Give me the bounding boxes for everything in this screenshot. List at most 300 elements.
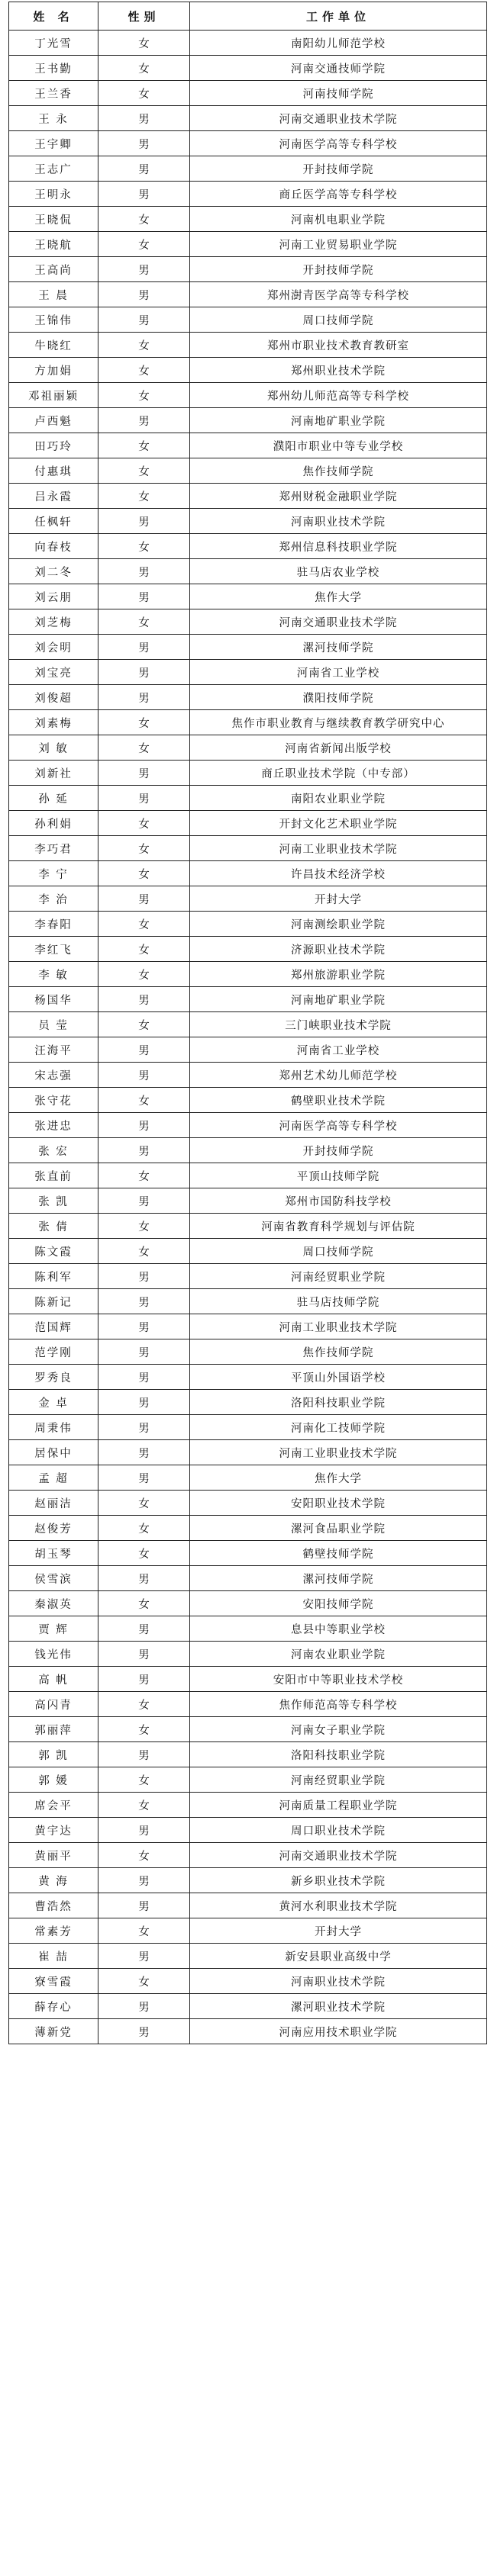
cell-gender: 男 <box>98 1264 190 1289</box>
cell-work-unit: 安阳市中等职业技术学校 <box>190 1667 487 1692</box>
cell-name: 贾 辉 <box>9 1616 98 1642</box>
cell-work-unit: 河南女子职业学院 <box>190 1717 487 1742</box>
cell-name: 李红飞 <box>9 937 98 962</box>
cell-work-unit: 郑州财税金融职业学院 <box>190 484 487 509</box>
cell-work-unit: 河南省工业学校 <box>190 660 487 685</box>
cell-gender: 女 <box>98 458 190 484</box>
table-row <box>9 1465 487 1491</box>
table-row <box>9 836 487 861</box>
cell-name: 孙 延 <box>9 786 98 811</box>
cell-work-unit: 新安县职业高级中学 <box>190 1944 487 1969</box>
cell-work-unit: 周口技师学院 <box>190 307 487 333</box>
cell-work-unit: 许昌技术经济学校 <box>190 861 487 886</box>
cell-work-unit: 漯河技师学院 <box>190 635 487 660</box>
cell-work-unit: 济源职业技术学院 <box>190 937 487 962</box>
cell-name: 薄新党 <box>9 2019 98 2044</box>
cell-gender: 女 <box>98 31 190 56</box>
cell-gender: 男 <box>98 559 190 584</box>
table-row <box>9 1717 487 1742</box>
table-row <box>9 1491 487 1516</box>
cell-gender: 男 <box>98 106 190 131</box>
cell-gender: 女 <box>98 609 190 635</box>
table-row <box>9 1868 487 1893</box>
header-row <box>9 2 487 31</box>
cell-gender: 男 <box>98 1868 190 1893</box>
cell-work-unit: 开封大学 <box>190 1918 487 1944</box>
cell-gender: 男 <box>98 182 190 207</box>
cell-name: 刘新社 <box>9 761 98 786</box>
table-row <box>9 886 487 912</box>
cell-work-unit: 驻马店技师学院 <box>190 1289 487 1314</box>
table-row <box>9 534 487 559</box>
cell-gender: 男 <box>98 1037 190 1063</box>
cell-work-unit: 漯河食品职业学院 <box>190 1516 487 1541</box>
cell-work-unit: 河南工业职业技术学院 <box>190 1314 487 1339</box>
cell-work-unit: 周口技师学院 <box>190 1239 487 1264</box>
table-row <box>9 1843 487 1868</box>
cell-work-unit: 焦作大学 <box>190 1465 487 1491</box>
cell-gender: 女 <box>98 383 190 408</box>
cell-gender: 女 <box>98 1088 190 1113</box>
cell-gender: 女 <box>98 1214 190 1239</box>
table-row <box>9 433 487 458</box>
cell-gender: 女 <box>98 81 190 106</box>
table-row <box>9 1063 487 1088</box>
cell-work-unit: 商丘职业技术学院（中专部） <box>190 761 487 786</box>
table-row <box>9 2019 487 2044</box>
cell-work-unit: 河南质量工程职业学院 <box>190 1793 487 1818</box>
cell-gender: 女 <box>98 962 190 987</box>
cell-gender: 女 <box>98 1516 190 1541</box>
cell-gender: 男 <box>98 1365 190 1390</box>
cell-work-unit: 河南工业贸易职业学院 <box>190 232 487 257</box>
cell-name: 郭 凯 <box>9 1742 98 1767</box>
cell-gender: 女 <box>98 710 190 735</box>
cell-gender: 男 <box>98 1616 190 1642</box>
cell-work-unit: 河南交通职业技术学院 <box>190 1843 487 1868</box>
cell-gender: 男 <box>98 660 190 685</box>
cell-name: 向春枝 <box>9 534 98 559</box>
table-row <box>9 1163 487 1188</box>
table-row <box>9 81 487 106</box>
cell-work-unit: 郑州职业技术学院 <box>190 358 487 383</box>
cell-gender: 男 <box>98 1314 190 1339</box>
cell-name: 陈文霞 <box>9 1239 98 1264</box>
table-row <box>9 1969 487 1994</box>
table-row <box>9 333 487 358</box>
cell-name: 罗秀良 <box>9 1365 98 1390</box>
cell-name: 侯雪滨 <box>9 1566 98 1591</box>
cell-name: 郭丽萍 <box>9 1717 98 1742</box>
cell-gender: 男 <box>98 1390 190 1415</box>
cell-name: 王志广 <box>9 156 98 182</box>
table-row <box>9 282 487 307</box>
cell-name: 赵丽洁 <box>9 1491 98 1516</box>
cell-name: 李 敏 <box>9 962 98 987</box>
cell-name: 田巧玲 <box>9 433 98 458</box>
cell-work-unit: 河南技师学院 <box>190 81 487 106</box>
cell-name: 范学刚 <box>9 1339 98 1365</box>
table-row <box>9 1566 487 1591</box>
cell-name: 汪海平 <box>9 1037 98 1063</box>
table-row <box>9 1390 487 1415</box>
table-row <box>9 685 487 710</box>
cell-work-unit: 河南医学高等专科学校 <box>190 131 487 156</box>
cell-work-unit: 河南测绘职业学院 <box>190 912 487 937</box>
cell-work-unit: 郑州信息科技职业学院 <box>190 534 487 559</box>
cell-name: 钱光伟 <box>9 1642 98 1667</box>
table-row <box>9 1918 487 1944</box>
cell-name: 张 倩 <box>9 1214 98 1239</box>
table-row <box>9 559 487 584</box>
cell-gender: 女 <box>98 484 190 509</box>
cell-work-unit: 郑州幼儿师范高等专科学校 <box>190 383 487 408</box>
cell-name: 寮雪霞 <box>9 1969 98 1994</box>
cell-gender: 男 <box>98 156 190 182</box>
cell-work-unit: 开封技师学院 <box>190 257 487 282</box>
cell-gender: 女 <box>98 1767 190 1793</box>
cell-work-unit: 河南交通技师学院 <box>190 56 487 81</box>
table-row <box>9 1742 487 1767</box>
table-row <box>9 1994 487 2019</box>
cell-work-unit: 郑州市职业技术教育教研室 <box>190 333 487 358</box>
table-row <box>9 56 487 81</box>
table-row <box>9 106 487 131</box>
cell-name: 范国辉 <box>9 1314 98 1339</box>
table-row <box>9 1037 487 1063</box>
cell-gender: 女 <box>98 1717 190 1742</box>
cell-work-unit: 安阳技师学院 <box>190 1591 487 1616</box>
roster-sheet <box>8 2 486 2044</box>
cell-gender: 女 <box>98 56 190 81</box>
cell-work-unit: 驻马店农业学校 <box>190 559 487 584</box>
cell-name: 刘素梅 <box>9 710 98 735</box>
cell-gender: 女 <box>98 1012 190 1037</box>
cell-name: 张进忠 <box>9 1113 98 1138</box>
cell-gender: 男 <box>98 282 190 307</box>
cell-gender: 男 <box>98 1188 190 1214</box>
cell-name: 王 晨 <box>9 282 98 307</box>
cell-gender: 男 <box>98 131 190 156</box>
table-row <box>9 609 487 635</box>
cell-name: 李春阳 <box>9 912 98 937</box>
cell-work-unit: 河南地矿职业学院 <box>190 987 487 1012</box>
cell-work-unit: 河南省教育科学规划与评估院 <box>190 1214 487 1239</box>
cell-work-unit: 濮阳技师学院 <box>190 685 487 710</box>
cell-name: 赵俊芳 <box>9 1516 98 1541</box>
cell-gender: 男 <box>98 786 190 811</box>
cell-work-unit: 黄河水利职业技术学院 <box>190 1893 487 1918</box>
cell-gender: 女 <box>98 358 190 383</box>
cell-gender: 女 <box>98 1491 190 1516</box>
roster-table <box>8 2 487 2044</box>
cell-name: 吕永霞 <box>9 484 98 509</box>
table-row <box>9 861 487 886</box>
cell-work-unit: 郑州旅游职业学院 <box>190 962 487 987</box>
cell-name: 王锦伟 <box>9 307 98 333</box>
table-row <box>9 1893 487 1918</box>
cell-gender: 女 <box>98 836 190 861</box>
table-row <box>9 1088 487 1113</box>
cell-work-unit: 平顶山外国语学校 <box>190 1365 487 1390</box>
cell-name: 李巧君 <box>9 836 98 861</box>
cell-work-unit: 河南职业技术学院 <box>190 509 487 534</box>
table-row <box>9 458 487 484</box>
cell-work-unit: 南阳农业职业学院 <box>190 786 487 811</box>
cell-work-unit: 南阳幼儿师范学校 <box>190 31 487 56</box>
cell-work-unit: 河南机电职业学院 <box>190 207 487 232</box>
cell-gender: 女 <box>98 1843 190 1868</box>
cell-name: 金 卓 <box>9 1390 98 1415</box>
cell-gender: 男 <box>98 1667 190 1692</box>
cell-gender: 女 <box>98 1692 190 1717</box>
table-row <box>9 962 487 987</box>
cell-work-unit: 河南经贸职业学院 <box>190 1264 487 1289</box>
cell-work-unit: 鹤壁职业技术学院 <box>190 1088 487 1113</box>
cell-name: 杨国华 <box>9 987 98 1012</box>
table-row <box>9 1767 487 1793</box>
cell-work-unit: 河南地矿职业学院 <box>190 408 487 433</box>
cell-work-unit: 新乡职业技术学院 <box>190 1868 487 1893</box>
cell-work-unit: 郑州艺术幼儿师范学校 <box>190 1063 487 1088</box>
cell-gender: 女 <box>98 937 190 962</box>
table-row <box>9 232 487 257</box>
cell-name: 崔 喆 <box>9 1944 98 1969</box>
table-row <box>9 1541 487 1566</box>
cell-name: 曹浩然 <box>9 1893 98 1918</box>
table-row <box>9 1365 487 1390</box>
table-row <box>9 358 487 383</box>
cell-name: 方加娟 <box>9 358 98 383</box>
table-row <box>9 1818 487 1843</box>
cell-name: 丁光雪 <box>9 31 98 56</box>
cell-work-unit: 河南交通职业技术学院 <box>190 609 487 635</box>
cell-name: 王明永 <box>9 182 98 207</box>
cell-name: 张直前 <box>9 1163 98 1188</box>
cell-gender: 男 <box>98 1994 190 2019</box>
cell-work-unit: 河南工业职业技术学院 <box>190 836 487 861</box>
cell-name: 刘芝梅 <box>9 609 98 635</box>
header-gender: 性别 <box>98 2 190 31</box>
cell-name: 任枫轩 <box>9 509 98 534</box>
cell-work-unit: 河南省新闻出版学校 <box>190 735 487 761</box>
table-row <box>9 1113 487 1138</box>
table-row <box>9 1264 487 1289</box>
table-row <box>9 1415 487 1440</box>
cell-name: 黄 海 <box>9 1868 98 1893</box>
cell-name: 李 宁 <box>9 861 98 886</box>
table-row <box>9 1239 487 1264</box>
cell-name: 陈利军 <box>9 1264 98 1289</box>
table-row <box>9 987 487 1012</box>
cell-gender: 女 <box>98 1918 190 1944</box>
cell-gender: 女 <box>98 333 190 358</box>
table-row <box>9 1214 487 1239</box>
table-row <box>9 307 487 333</box>
cell-name: 孟 超 <box>9 1465 98 1491</box>
table-row <box>9 156 487 182</box>
table-row <box>9 912 487 937</box>
cell-work-unit: 河南交通职业技术学院 <box>190 106 487 131</box>
cell-gender: 男 <box>98 584 190 609</box>
cell-work-unit: 河南工业职业技术学院 <box>190 1440 487 1465</box>
cell-work-unit: 河南省工业学校 <box>190 1037 487 1063</box>
cell-work-unit: 息县中等职业学校 <box>190 1616 487 1642</box>
cell-gender: 女 <box>98 1163 190 1188</box>
table-row <box>9 660 487 685</box>
cell-work-unit: 安阳职业技术学院 <box>190 1491 487 1516</box>
cell-work-unit: 三门峡职业技术学院 <box>190 1012 487 1037</box>
cell-name: 王 永 <box>9 106 98 131</box>
table-row <box>9 1339 487 1365</box>
cell-gender: 女 <box>98 1969 190 1994</box>
cell-name: 王晓侃 <box>9 207 98 232</box>
cell-gender: 男 <box>98 1440 190 1465</box>
table-header <box>9 2 487 31</box>
cell-work-unit: 河南应用技术职业学院 <box>190 2019 487 2044</box>
cell-work-unit: 漯河技师学院 <box>190 1566 487 1591</box>
cell-name: 刘俊超 <box>9 685 98 710</box>
table-row <box>9 1516 487 1541</box>
cell-work-unit: 河南医学高等专科学校 <box>190 1113 487 1138</box>
cell-work-unit: 河南化工技师学院 <box>190 1415 487 1440</box>
table-row <box>9 1944 487 1969</box>
cell-gender: 女 <box>98 534 190 559</box>
cell-name: 王兰香 <box>9 81 98 106</box>
cell-work-unit: 开封技师学院 <box>190 1138 487 1163</box>
table-row <box>9 1440 487 1465</box>
cell-name: 薛存心 <box>9 1994 98 2019</box>
table-row <box>9 207 487 232</box>
cell-work-unit: 鹤壁技师学院 <box>190 1541 487 1566</box>
cell-name: 张 宏 <box>9 1138 98 1163</box>
cell-gender: 女 <box>98 811 190 836</box>
cell-name: 孙利娟 <box>9 811 98 836</box>
cell-name: 付惠琪 <box>9 458 98 484</box>
table-row <box>9 761 487 786</box>
cell-name: 张 凯 <box>9 1188 98 1214</box>
cell-gender: 男 <box>98 886 190 912</box>
cell-name: 黄丽平 <box>9 1843 98 1868</box>
cell-gender: 女 <box>98 735 190 761</box>
cell-name: 刘云朋 <box>9 584 98 609</box>
cell-gender: 女 <box>98 912 190 937</box>
cell-work-unit: 开封大学 <box>190 886 487 912</box>
cell-gender: 男 <box>98 1742 190 1767</box>
table-row <box>9 710 487 735</box>
table-row <box>9 1793 487 1818</box>
cell-gender: 男 <box>98 1818 190 1843</box>
cell-name: 刘宝亮 <box>9 660 98 685</box>
cell-gender: 女 <box>98 1793 190 1818</box>
cell-name: 黄宇达 <box>9 1818 98 1843</box>
cell-name: 高 帆 <box>9 1667 98 1692</box>
table-row <box>9 937 487 962</box>
cell-gender: 男 <box>98 307 190 333</box>
cell-work-unit: 漯河职业技术学院 <box>190 1994 487 2019</box>
cell-gender: 女 <box>98 207 190 232</box>
cell-name: 邓祖丽颖 <box>9 383 98 408</box>
cell-name: 秦淑英 <box>9 1591 98 1616</box>
cell-work-unit: 洛阳科技职业学院 <box>190 1390 487 1415</box>
cell-work-unit: 郑州市国防科技学校 <box>190 1188 487 1214</box>
cell-name: 李 治 <box>9 886 98 912</box>
table-row <box>9 383 487 408</box>
cell-name: 胡玉琴 <box>9 1541 98 1566</box>
table-row <box>9 635 487 660</box>
cell-gender: 男 <box>98 509 190 534</box>
table-row <box>9 1667 487 1692</box>
table-row <box>9 1591 487 1616</box>
cell-gender: 女 <box>98 1239 190 1264</box>
table-row <box>9 1138 487 1163</box>
cell-name: 周秉伟 <box>9 1415 98 1440</box>
table-row <box>9 31 487 56</box>
cell-gender: 男 <box>98 1289 190 1314</box>
cell-name: 牛晓红 <box>9 333 98 358</box>
table-row <box>9 408 487 433</box>
cell-gender: 男 <box>98 1415 190 1440</box>
cell-name: 张守花 <box>9 1088 98 1113</box>
cell-work-unit: 濮阳市职业中等专业学校 <box>190 433 487 458</box>
table-body <box>9 31 487 2044</box>
cell-work-unit: 焦作技师学院 <box>190 1339 487 1365</box>
table-row <box>9 811 487 836</box>
cell-name: 郭 媛 <box>9 1767 98 1793</box>
table-row <box>9 735 487 761</box>
cell-name: 高闪青 <box>9 1692 98 1717</box>
cell-gender: 男 <box>98 1339 190 1365</box>
cell-work-unit: 焦作技师学院 <box>190 458 487 484</box>
cell-name: 王晓航 <box>9 232 98 257</box>
cell-gender: 女 <box>98 433 190 458</box>
cell-gender: 男 <box>98 257 190 282</box>
table-row <box>9 257 487 282</box>
cell-name: 王书勤 <box>9 56 98 81</box>
cell-gender: 男 <box>98 2019 190 2044</box>
cell-gender: 男 <box>98 1063 190 1088</box>
table-row <box>9 131 487 156</box>
cell-gender: 男 <box>98 635 190 660</box>
table-row <box>9 1188 487 1214</box>
table-row <box>9 182 487 207</box>
cell-work-unit: 焦作师范高等专科学校 <box>190 1692 487 1717</box>
cell-work-unit: 平顶山技师学院 <box>190 1163 487 1188</box>
table-row <box>9 1616 487 1642</box>
cell-work-unit: 焦作市职业教育与继续教育教学研究中心 <box>190 710 487 735</box>
cell-name: 刘会明 <box>9 635 98 660</box>
table-row <box>9 1012 487 1037</box>
cell-name: 陈新记 <box>9 1289 98 1314</box>
cell-name: 宋志强 <box>9 1063 98 1088</box>
cell-work-unit: 商丘医学高等专科学校 <box>190 182 487 207</box>
cell-gender: 男 <box>98 1893 190 1918</box>
cell-name: 席会平 <box>9 1793 98 1818</box>
cell-gender: 男 <box>98 1642 190 1667</box>
cell-work-unit: 周口职业技术学院 <box>190 1818 487 1843</box>
cell-gender: 女 <box>98 861 190 886</box>
cell-gender: 男 <box>98 685 190 710</box>
cell-name: 王高尚 <box>9 257 98 282</box>
cell-gender: 男 <box>98 1944 190 1969</box>
cell-work-unit: 开封技师学院 <box>190 156 487 182</box>
cell-gender: 男 <box>98 1566 190 1591</box>
cell-name: 王宇卿 <box>9 131 98 156</box>
cell-gender: 男 <box>98 408 190 433</box>
cell-name: 刘二冬 <box>9 559 98 584</box>
table-row <box>9 484 487 509</box>
cell-gender: 男 <box>98 1465 190 1491</box>
